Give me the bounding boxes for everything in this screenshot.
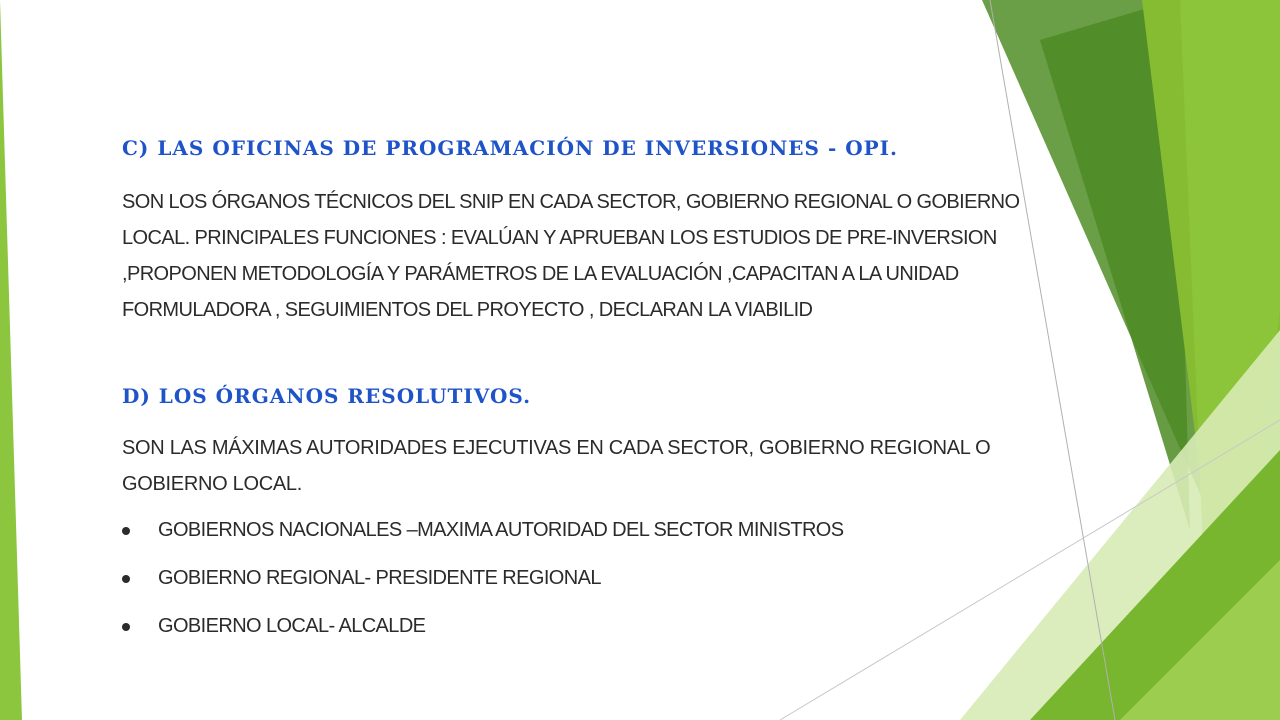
bullet-text: GOBIERNO LOCAL- ALCALDE xyxy=(158,615,426,637)
paragraph-c-opi: SON LOS ÓRGANOS TÉCNICOS DEL SNIP EN CADA SECTOR, GOBIERNO REGIONAL O GOBIERNO LOCAL. PRINCIPALES FUNCIONES : EVALÚAN Y APRUEBAN LOS ESTUDIOS DE PRE-INVERSION ,PROPONEN METODOLOGÍA Y PARÁMETROS DE LA EVALUACIÓN ,CAPACITAN A LA UNIDAD FORMULADORA , SEGUIMIENTOS DEL PROYECTO , DECLARAN LA VIABILID xyxy=(122,191,1020,321)
bullet-dot-icon xyxy=(122,527,130,535)
bullet-text: GOBIERNOS NACIONALES –MAXIMA AUTORIDAD DEL SECTOR MINISTROS xyxy=(158,519,844,541)
list-item xyxy=(122,608,1022,656)
list-item xyxy=(122,512,1022,560)
bullet-list xyxy=(122,512,1022,656)
bullet-dot-icon xyxy=(122,575,130,583)
bullet-text: GOBIERNO REGIONAL- PRESIDENTE REGIONAL xyxy=(158,567,601,589)
bullet-dot-icon xyxy=(122,623,130,631)
paragraph-d-organos-resolutivos: SON LAS MÁXIMAS AUTORIDADES EJECUTIVAS EN CADA SECTOR, GOBIERNO REGIONAL O GOBIERNO LOCAL. xyxy=(122,437,991,495)
left-green-triangle xyxy=(0,0,22,720)
heading-d-organos-resolutivos: D) LOS ÓRGANOS RESOLUTIVOS. xyxy=(122,384,532,408)
heading-c-opi: C) LAS OFICINAS DE PROGRAMACIÓN DE INVERSIONES - OPI. xyxy=(122,136,898,160)
list-item xyxy=(122,560,1022,608)
